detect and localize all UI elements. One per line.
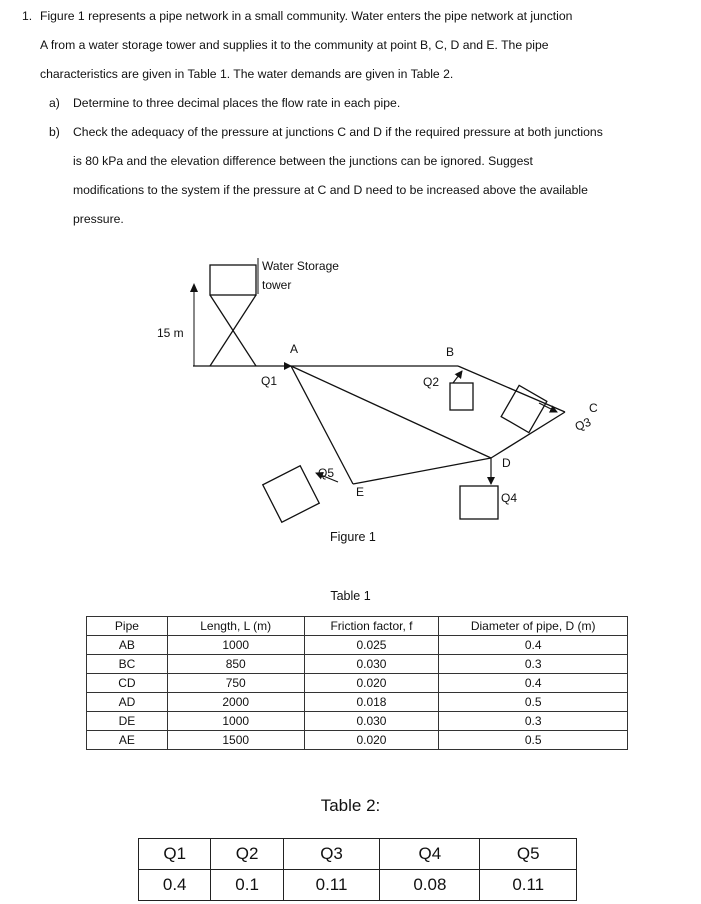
height-label: 15 m [157,326,184,340]
tower-label-line-1: Water Storage [262,259,339,273]
question-line-1: Figure 1 represents a pipe network in a small community. Water enters the pipe network at junction [40,9,573,23]
table-cell: 1500 [167,731,304,750]
table-1-header: Pipe [87,617,168,636]
table-row [87,731,628,750]
table-row [87,693,628,712]
tower-tank [210,265,256,295]
table-cell: 0.025 [304,636,439,655]
table-cell: 0.018 [304,693,439,712]
table-cell: 0.020 [304,674,439,693]
table-1-header-row [87,617,628,636]
table-row [139,870,577,901]
node-b-label: B [446,345,455,359]
table-row [87,655,628,674]
part-a-text: Determine to three decimal places the flow rate in each pipe. [73,96,401,110]
flow-q1-label: Q1 [261,374,278,388]
demand-box-d [460,486,498,519]
table-1-header: Diameter of pipe, D (m) [439,617,628,636]
table-row [87,712,628,731]
figure-caption: Figure 1 [330,530,376,544]
table-cell: 0.3 [439,655,628,674]
table-cell: DE [87,712,168,731]
table-cell: 0.030 [304,712,439,731]
question-line-3: characteristics are given in Table 1. The water demands are given in Table 2. [40,67,454,81]
table-cell: 1000 [167,636,304,655]
table-row [87,674,628,693]
table-cell: 0.4 [139,870,211,901]
demand-box-c [501,385,547,432]
flow-q4-label: Q4 [501,491,518,505]
table-2-header: Q5 [480,839,577,870]
flow-q2-label: Q2 [423,375,440,389]
table-cell: CD [87,674,168,693]
table-cell: 0.020 [304,731,439,750]
table-cell: AB [87,636,168,655]
demand-box-b [450,383,473,410]
question-line-2: A from a water storage tower and supplies it to the community at point B, C, D and E. The pipe [40,38,549,52]
node-d-label: D [502,456,511,470]
table-cell: 1000 [167,712,304,731]
table-cell: 750 [167,674,304,693]
table-1-header: Length, L (m) [167,617,304,636]
table-cell: 850 [167,655,304,674]
node-e-label: E [356,485,365,499]
table-2-header: Q4 [380,839,480,870]
table-cell: AD [87,693,168,712]
table-cell: 0.3 [439,712,628,731]
part-b-line-3: modifications to the system if the pressure at C and D need to be increased above the available [73,183,588,197]
table-2-caption: Table 2: [320,796,381,815]
table-row [87,636,628,655]
supply-arrow [284,362,292,370]
table-1-header: Friction factor, f [304,617,439,636]
table-2-header: Q1 [139,839,211,870]
demand-box-e [263,466,319,522]
question-number: 1. [22,9,33,23]
table-cell: 0.1 [211,870,283,901]
table-cell: 0.5 [439,693,628,712]
table-cell: 0.030 [304,655,439,674]
part-b-line-4: pressure. [73,212,124,226]
flow-q2-arrow [453,371,462,383]
table-cell: 0.11 [480,870,577,901]
table-cell: 2000 [167,693,304,712]
part-a-label: a) [49,96,60,110]
part-b-line-2: is 80 kPa and the elevation difference between the junctions can be ignored. Suggest [73,154,533,168]
table-cell: 0.4 [439,674,628,693]
flow-q5-label: Q5 [318,466,335,480]
table-cell: 0.08 [380,870,480,901]
part-b-line-1: Check the adequacy of the pressure at junctions C and D if the required pressure at both junctions [73,125,603,139]
node-a-label: A [290,342,299,356]
pipe-ad [291,366,491,458]
table-cell: 0.4 [439,636,628,655]
pipe-bc [458,366,565,412]
table-2-header: Q2 [211,839,283,870]
table-cell: BC [87,655,168,674]
table-2 [138,838,577,901]
table-cell: 0.11 [283,870,379,901]
table-1 [86,616,628,750]
table-2-header-row [139,839,577,870]
flow-q3-label: Q3 [572,414,593,434]
height-dimension-arrow [190,283,198,292]
table-1-caption: Table 1 [330,589,371,603]
pipe-de [353,458,491,484]
part-b-label: b) [49,125,60,139]
tower-label-line-2: tower [262,278,292,292]
table-2-header: Q3 [283,839,379,870]
table-cell: 0.5 [439,731,628,750]
table-cell: AE [87,731,168,750]
pipe-cd [491,412,565,458]
node-c-label: C [589,401,598,415]
